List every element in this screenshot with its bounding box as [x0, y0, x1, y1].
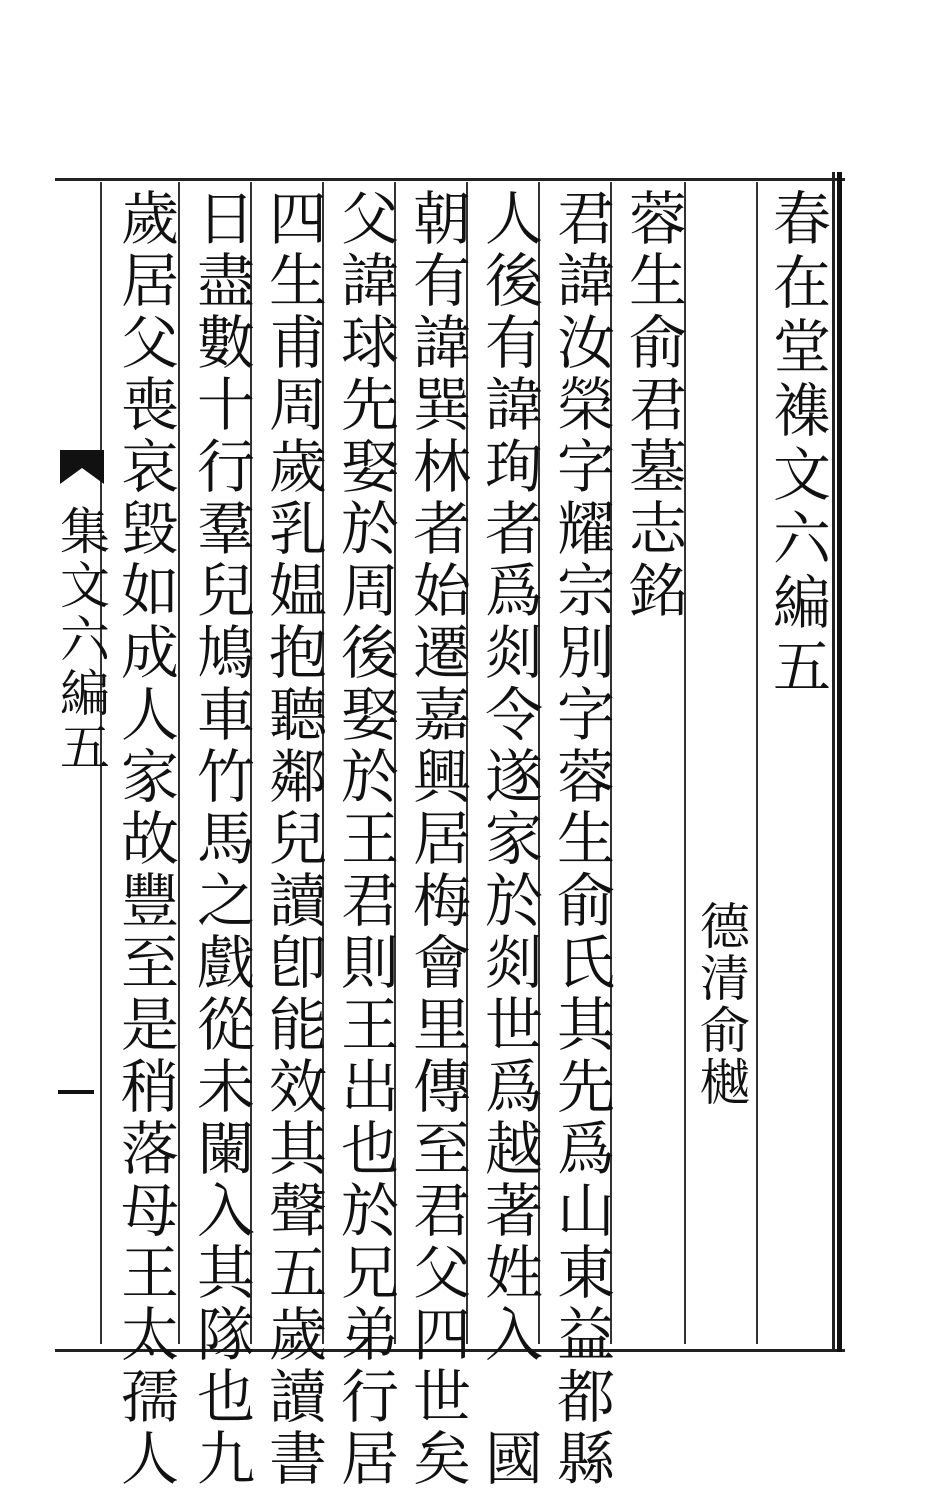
fishtail-mark-icon [60, 450, 104, 484]
page-border-right [832, 172, 842, 1352]
text-column: 四生甫周歲乳媪抱聽鄰兒讀卽能效其聲五歲讀書 [259, 188, 327, 1490]
text-column: 歲居父喪哀毀如成人家故豐至是稍落母王太孺人 [111, 188, 179, 1490]
running-title: 春在堂襍文六編五 [763, 188, 831, 700]
text-column: 朝有諱巽林者始遷嘉興居梅會里傳至君父四世矣 [403, 188, 471, 1490]
text-column: 人後有諱珣者爲剡令遂家於剡世爲越著姓入 國 [475, 188, 543, 1490]
article-title: 蓉生俞君墓志銘 [619, 188, 687, 622]
margin-title: 集文六編五 [52, 505, 110, 775]
text-column: 日盡數十行羣兒鳩車竹馬之戲從未闌入其隊也九 [187, 188, 255, 1490]
leaf-number [58, 1090, 94, 1094]
column-divider [756, 182, 758, 1344]
text-column: 父諱球先娶於周後娶於王君則王出也於兄弟行居 [331, 188, 399, 1490]
author-name: 德清俞樾 [692, 900, 750, 1108]
text-column: 君諱汝榮字耀宗別字蓉生俞氏其先爲山東益都縣 [547, 188, 615, 1490]
